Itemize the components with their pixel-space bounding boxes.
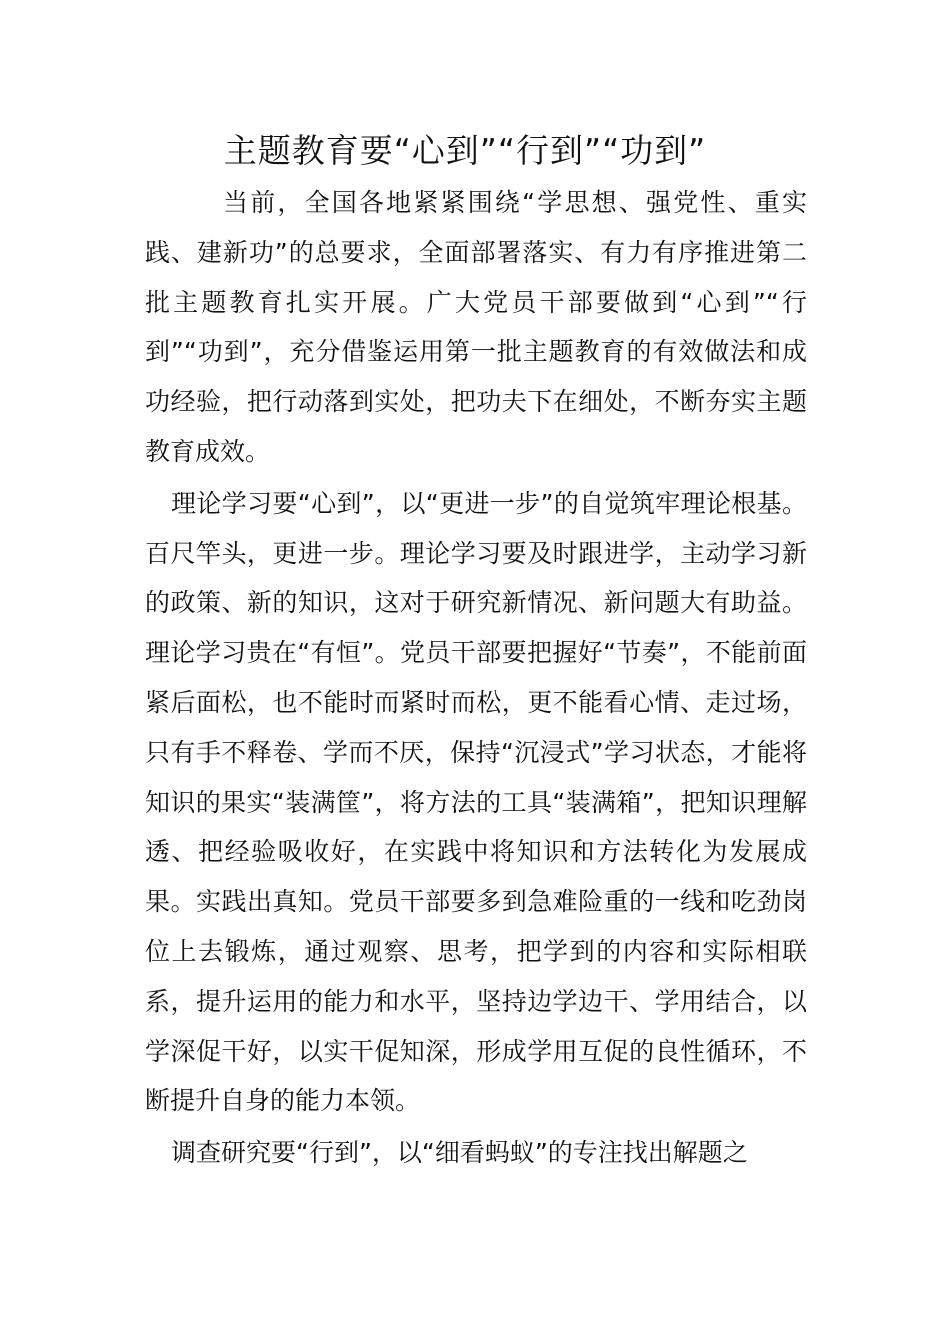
- paragraph-intro: 当前，全国各地紧紧围绕“学思想、强党性、重实践、建新功”的总要求，全面部署落实、有力有序推进第二批主题教育扎实开展。广大党员干部要做到“心到”“行到”“功到”，充分借鉴运用第一批主题教育的有效做法和成功经验，把行动落到实处，把功夫下在细处，不断夯实主题教育成效。: [145, 188, 807, 466]
- paragraph-investigation: 调查研究要“行到”，以“细看蚂蚁”的专注找出解题之: [171, 1138, 748, 1168]
- paragraph-theory-study: 理论学习要“心到”，以“更进一步”的自觉筑牢理论根基。百尺竿头，更进一步。理论学习要及时跟进学，主动学习新的政策、新的知识，这对于研究新情况、新问题大有助益。理论学习贵在“有恒”。党员干部要把握好“节奏”，不能前面紧后面松，也不能时而紧时而松，更不能看心情、走过场，只有手不释卷、学而不厌，保持“沉浸式”学习状态，才能将知识的果实“装满筐”，将方法的工具“装满箱”，把知识理解透、把经验吸收好，在实践中将知识和方法转化为发展成果。实践出真知。党员干部要多到急难险重的一线和吃劲岗位上去锻炼，通过观察、思考，把学到的内容和实际相联系，提升运用的能力和水平，坚持边学边干、学用结合，以学深促干好，以实干促知深，形成学用互促的良性循环，不断提升自身的能力本领。: [145, 488, 807, 1116]
- document-title: 主题教育要“心到”“行到”“功到”: [223, 131, 707, 170]
- document-body: [145, 178, 807, 1178]
